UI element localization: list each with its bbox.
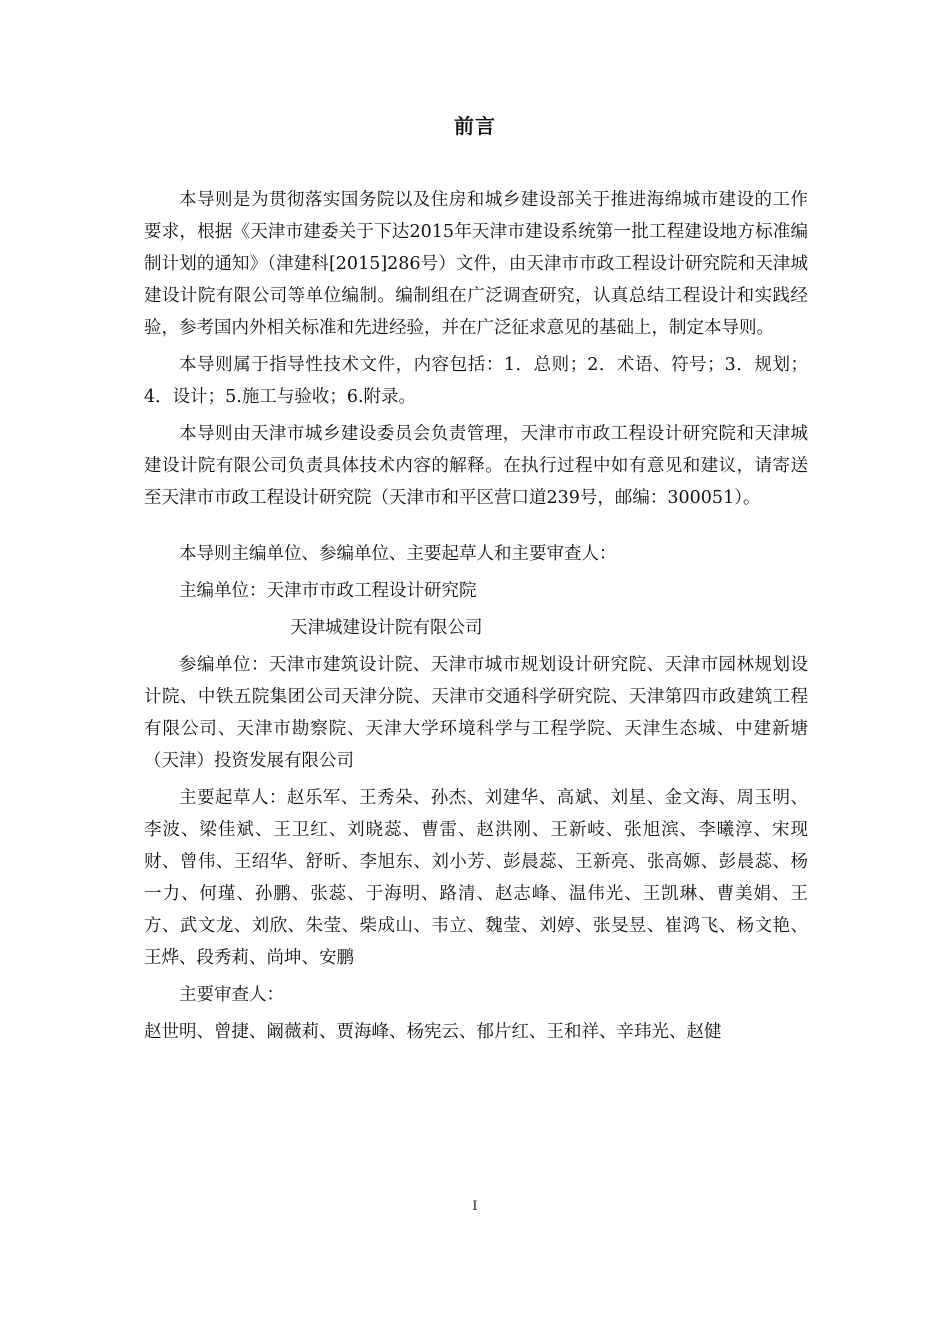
- paragraph-units-intro: 本导则主编单位、参编单位、主要起草人和主要审查人：: [179, 544, 617, 564]
- paragraph-purpose: 本导则是为贯彻落实国务院以及住房和城乡建设部关于推进海绵城市建设的工作要求，根据《天津市建委关于下达2015年天津市建设系统第一批工程建设地方标准编制计划的通知》（津建科[2015]286号）文件，由天津市市政工程设计研究院和天津城建设计院有限公司等单位编制。编制组在广泛调查研究，认真总结工程设计和实践经验，参考国内外相关标准和先进经验，并在广泛征求意见的基础上，制定本导则。: [144, 190, 808, 338]
- page-number: I: [472, 1199, 478, 1214]
- page-title: 前言: [454, 114, 496, 138]
- chief-editor-unit-2: 天津城建设计院有限公司: [290, 618, 483, 638]
- participating-units: 参编单位：天津市建筑设计院、天津市城市规划设计研究院、天津市园林规划设计院、中铁五院集团公司天津分院、天津市交通科学研究院、天津第四市政建筑工程有限公司、天津市勘察院、天津大学环境科学与工程学院、天津生态城、中建新塘（天津）投资发展有限公司: [144, 655, 808, 771]
- drafters-list: 主要起草人：赵乐军、王秀朵、孙杰、刘建华、高斌、刘星、金文海、周玉明、李波、梁佳斌、王卫红、刘晓蕊、曹雷、赵洪刚、王新岐、张旭滨、李曦淳、宋现财、曾伟、王绍华、舒昕、李旭东、刘小芳、彭晨蕊、王新亮、张高嫄、彭晨蕊、杨一力、何瑾、孙鹏、张蕊、于海明、路清、赵志峰、温伟光、王凯琳、曹美娟、王方、武文龙、刘欣、朱莹、柴成山、韦立、魏莹、刘婷、张旻昱、崔鸿飞、杨文艳、王烨、段秀莉、尚坤、安鹏: [144, 788, 808, 968]
- chief-editor-unit-1: 主编单位：天津市市政工程设计研究院: [179, 581, 477, 601]
- reviewers-list: 赵世明、曾捷、阚薇莉、贾海峰、杨宪云、郁片红、王和祥、辛玮光、赵健: [144, 1022, 722, 1042]
- reviewers-label: 主要审查人：: [179, 985, 284, 1005]
- paragraph-contents: 本导则属于指导性技术文件，内容包括：1．总则；2．术语、符号；3．规划；4．设计；5.施工与验收；6.附录。: [144, 355, 808, 407]
- paragraph-management: 本导则由天津市城乡建设委员会负责管理，天津市市政工程设计研究院和天津城建设计院有限公司负责具体技术内容的解释。在执行过程中如有意见和建议，请寄送至天津市市政工程设计研究院（天津市和平区营口道239号，邮编：300051）。: [144, 424, 808, 508]
- document-body: [144, 184, 808, 1048]
